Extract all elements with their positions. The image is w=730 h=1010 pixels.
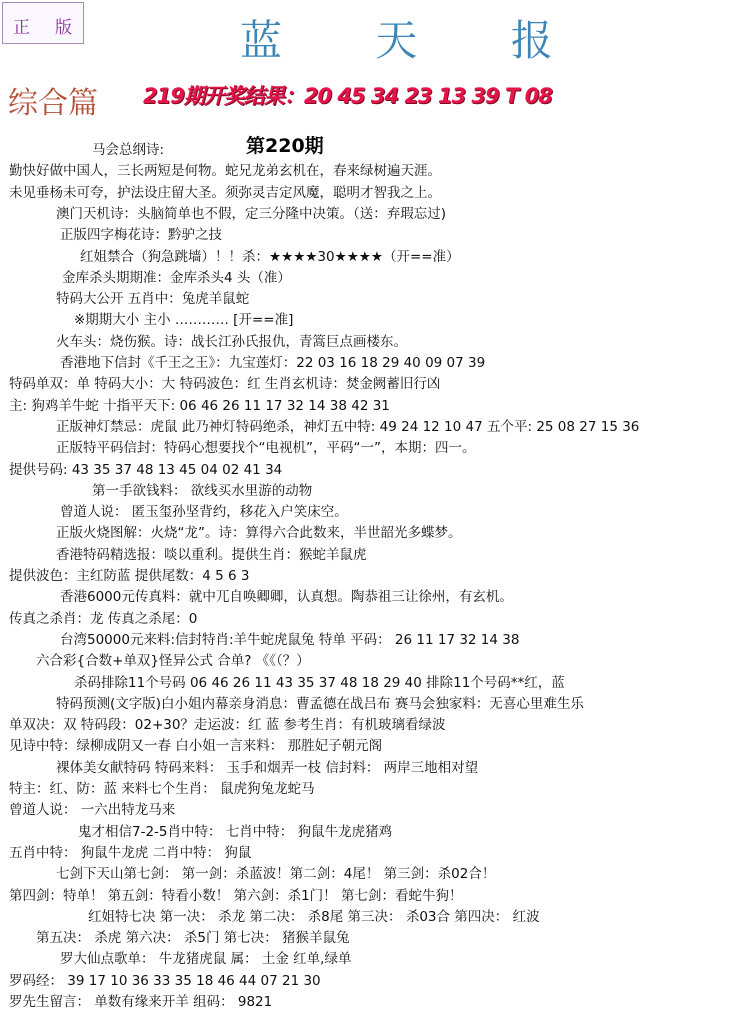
text-line: 罗码经： 39 17 10 36 33 35 18 46 44 07 21 30	[9, 973, 321, 989]
text-line: 提供号码: 43 35 37 48 13 45 04 02 41 34	[9, 462, 283, 478]
section-heading: 综合篇	[8, 86, 98, 121]
text-line: 正版特平码信封：特码心想要找个“电视机”，平码“一”，本期：四一。	[56, 440, 476, 456]
text-line: 七剑下天山第七剑： 第一剑：杀蓝波！第二剑：4尾！ 第三剑：杀02合！	[56, 866, 496, 882]
text-line: 五肖中特： 狗鼠牛龙虎 二肖中特： 狗鼠	[9, 845, 252, 861]
text-line: 第一手欲钱料： 欲线买水里游的动物	[92, 483, 313, 499]
text-line: 提供波色：主红防蓝 提供尾数：4 5 6 3	[9, 568, 250, 584]
text-line: 正版四字梅花诗：黔驴之技	[60, 227, 222, 243]
text-line: 澳门天机诗：头脑简单也不假，定三分隆中决策。（送：弃瑕忘过)	[56, 206, 447, 222]
text-line: 香港特码精选报：啖以重利。提供生肖：猴蛇羊鼠虎	[56, 547, 367, 563]
text-line: 罗先生留言： 单数有缘来开羊 组码： 9821	[9, 994, 273, 1010]
text-line: 香港地下信封《千王之王》：九宝莲灯：22 03 16 18 29 40 09 07 39	[60, 355, 486, 371]
newspaper-title: 蓝 天 报	[240, 16, 593, 65]
text-line: 第五决： 杀虎 第六决： 杀5门 第七决： 猪猴羊鼠兔	[36, 930, 350, 946]
text-line: ※期期大小 主小 ………… [开==准]	[74, 312, 294, 328]
text-line: 见诗中特：绿柳成阴又一春 白小姐一言来料： 那胜妃子朝元阁	[9, 738, 383, 754]
text-line: 单双决：双 特码段：02+30？走运波：红 蓝 参考生肖：有机玻璃看绿波	[9, 717, 446, 733]
text-line: 特码单双：单 特码大小：大 特码波色：红 生肖玄机诗：焚金阙蓄旧行凶	[9, 376, 441, 392]
text-line: 六合彩{合数+单双}怪异公式 合单? 《《（？）	[36, 653, 310, 669]
stamp-left-char: 正	[13, 18, 30, 38]
text-line: 曾道人说： 匿玉玺孙坚背约，移花入户笑床空。	[60, 504, 348, 520]
draw-result-banner: 219期开奖结果：20 45 34 23 13 39 T 08	[143, 84, 552, 108]
text-line: 传真之杀肖：龙 传真之杀尾：0	[9, 611, 198, 627]
text-line: 台湾50000元来料:信封特肖:羊牛蛇虎鼠兔 特单 平码： 26 11 17 32 14 38	[60, 632, 520, 648]
text-line: 红姐特七决 第一决： 杀龙 第二决： 杀8尾 第三决： 杀03合 第四决： 红波	[88, 909, 540, 925]
text-line: 红姐禁合（狗急跳墙）！！杀：★★★★30★★★★（开==准）	[80, 249, 460, 265]
text-line: 裸体美女献特码 特码来料： 玉手和烟弄一枝 信封料： 两岸三地相对望	[56, 760, 479, 776]
text-line: 正版火烧图解：火烧“龙”。诗：算得六合此数来，半世韶光多蝶梦。	[56, 525, 462, 541]
stamp-right-char: 版	[55, 18, 72, 38]
text-line: 正版神灯禁忌：虎鼠 此乃神灯特码绝杀，神灯五中特: 49 24 12 10 47 五个平: 25 08 27 15 36	[56, 419, 640, 435]
text-line: 火车头：烧伤猴。诗：战长江孙氏报仇，青篙巨点画楼东。	[56, 334, 407, 350]
text-line: 罗大仙点歌单： 牛龙猪虎鼠 属： 土金 红单,绿单	[60, 951, 352, 967]
issue-number: 第220期	[246, 135, 324, 157]
text-line: 未见垂杨未可夸，护法设庄留大圣。须弥灵吉定风魔，聪明才智我之上。	[9, 185, 441, 201]
text-line: 特码预测(文字版)白小姐内幕亲身消息：曹孟德在战吕布 赛马会独家料：无喜心里难生乐	[56, 696, 584, 712]
text-line: 勤快好做中国人，三长两短是何物。蛇兄龙弟玄机在，春来绿树遍天涯。	[9, 163, 441, 179]
text-line: 金库杀头期期准：金库杀头4 头（准）	[62, 270, 291, 286]
text-line: 特码大公开 五肖中：兔虎羊鼠蛇	[56, 291, 250, 307]
text-line: 杀码排除11个号码 06 46 26 11 43 35 37 48 18 29 40 排除11个号码**红，蓝	[74, 675, 565, 691]
text-line: 鬼才相信7-2-5肖中特： 七肖中特： 狗鼠牛龙虎猪鸡	[78, 824, 393, 840]
authentic-stamp	[2, 2, 84, 44]
text-line: 特主：红、防：蓝 来料七个生肖： 鼠虎狗兔龙蛇马	[9, 781, 315, 797]
text-line: 主: 狗鸡羊牛蛇 十指平天下: 06 46 26 11 17 32 14 38 42 31	[9, 398, 390, 414]
text-line: 第四剑：特单！ 第五剑：特看小数！ 第六剑：杀1门！ 第七剑：看蛇牛狗！	[9, 888, 463, 904]
text-line: 香港6000元传真料：就中兀自唤卿卿，认真想。陶恭祖三让徐州，有玄机。	[60, 589, 513, 605]
text-line: 马会总纲诗:	[92, 142, 165, 158]
text-line: 曾道人说： 一六出特龙马来	[9, 802, 176, 818]
